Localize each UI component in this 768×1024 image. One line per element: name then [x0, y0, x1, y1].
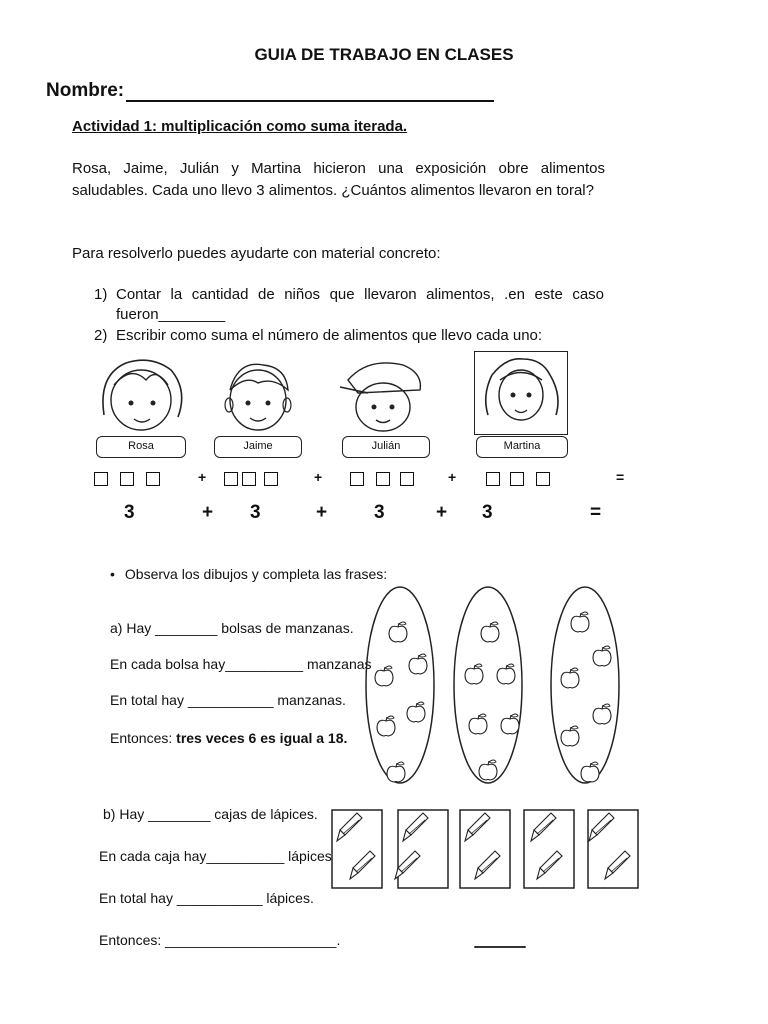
answer-box[interactable]: [94, 472, 108, 486]
bag-outline: [454, 587, 522, 783]
step-2: [94, 326, 604, 346]
answer-box[interactable]: [536, 472, 550, 486]
plus-sign: +: [436, 502, 448, 523]
equals-sign: =: [590, 502, 602, 523]
plus-sign: +: [316, 502, 328, 523]
pencil-icon: [531, 813, 556, 841]
child-face-icon: [338, 355, 428, 435]
apple-icon: [561, 668, 579, 688]
child-face-icon: [218, 355, 298, 435]
step-2-number: 2): [94, 327, 108, 344]
apple-icon: [571, 612, 589, 632]
name-tag-martina: Martina: [476, 436, 568, 458]
name-tag-jaime: Jaime: [214, 436, 302, 458]
child-face-icon: [96, 355, 186, 435]
pencil-icon: [475, 851, 500, 879]
section-a-conclusion-prefix: Entonces:: [110, 730, 177, 746]
plus-sign: +: [202, 502, 214, 523]
apple-icon: [389, 622, 407, 642]
pencil-icon: [403, 813, 428, 841]
apple-icon: [479, 760, 497, 780]
answer-box[interactable]: [510, 472, 524, 486]
apple-icon: [581, 762, 599, 782]
activity-title: Actividad 1: multiplicación como suma iterada.: [72, 118, 408, 135]
apple-icon: [377, 716, 395, 736]
answer-box[interactable]: [146, 472, 160, 486]
box-outline: [588, 810, 638, 888]
sum-row: [0, 502, 768, 528]
stray-mark: [474, 946, 526, 948]
apple-bags-illustration: [360, 585, 620, 785]
answer-box[interactable]: [242, 472, 256, 486]
apple-icon: [409, 654, 427, 674]
sum-value: 3: [250, 502, 261, 523]
pencil-icon: [350, 851, 375, 879]
sum-value: 3: [124, 502, 135, 523]
answer-box[interactable]: [120, 472, 134, 486]
apple-icon: [481, 622, 499, 642]
equals-sign: =: [616, 469, 625, 485]
section-b-line-2: En cada caja hay__________ lápices: [99, 848, 332, 864]
name-field[interactable]: [46, 80, 494, 102]
apple-icon: [465, 664, 483, 684]
answer-box[interactable]: [486, 472, 500, 486]
step-2-text: Escribir como suma el número de alimentos que llevo cada uno:: [116, 327, 543, 344]
apple-icon: [561, 726, 579, 746]
answer-box[interactable]: [376, 472, 390, 486]
name-blank-line[interactable]: [126, 82, 494, 102]
answer-box[interactable]: [264, 472, 278, 486]
apple-icon: [375, 666, 393, 686]
plus-sign: +: [448, 469, 457, 485]
answer-box-row: [0, 469, 768, 488]
apple-icon: [593, 704, 611, 724]
help-text: Para resolverlo puedes ayudarte con material concreto:: [72, 245, 441, 262]
answer-box[interactable]: [224, 472, 238, 486]
worksheet-title: GUIA DE TRABAJO EN CLASES: [254, 45, 514, 64]
section-a-line-2: En cada bolsa hay__________ manzanas: [110, 656, 372, 672]
answer-box[interactable]: [400, 472, 414, 486]
bullet-text: Observa los dibujos y completa las frases:: [124, 566, 388, 582]
section-a-line-1: a) Hay ________ bolsas de manzanas.: [110, 620, 354, 636]
apple-icon: [501, 714, 519, 734]
plus-sign: +: [198, 469, 207, 485]
step-1: [94, 285, 604, 325]
step-1-text: Contar la cantidad de niños que llevaron alimentos, .en este caso fueron________: [116, 286, 604, 323]
pencil-boxes-illustration: [330, 808, 650, 893]
pencil-icon: [589, 813, 614, 841]
pencil-icon: [605, 851, 630, 879]
name-tag-rosa: Rosa: [96, 436, 186, 458]
step-1-number: 1): [94, 286, 108, 303]
answer-box[interactable]: [350, 472, 364, 486]
sum-value: 3: [374, 502, 385, 523]
pencil-icon: [337, 813, 362, 841]
name-tag-julian: Julián: [342, 436, 430, 458]
plus-sign: +: [314, 469, 323, 485]
apple-icon: [407, 702, 425, 722]
instruction-bullet: [110, 566, 387, 582]
pencil-icon: [537, 851, 562, 879]
apple-icon: [497, 664, 515, 684]
child-face-icon: [478, 355, 564, 431]
problem-text: Rosa, Jaime, Julián y Martina hicieron una exposición obre alimentos saludables. Cada uno llevo 3 alimentos. ¿Cuántos alimentos llevaron en toral?: [72, 160, 605, 199]
apple-icon: [469, 714, 487, 734]
section-b-line-3: En total hay ___________ lápices.: [99, 890, 314, 906]
bullet-icon: •: [110, 566, 115, 582]
bag-outline: [366, 587, 434, 783]
apple-icon: [387, 762, 405, 782]
section-b-line-1: b) Hay ________ cajas de lápices.: [103, 806, 318, 822]
sum-value: 3: [482, 502, 493, 523]
section-a-conclusion: tres veces 6 es igual a 18.: [176, 730, 348, 746]
name-label: Nombre:: [46, 80, 125, 101]
section-a-line-3: En total hay ___________ manzanas.: [110, 692, 346, 708]
section-a-line-4: [110, 730, 347, 746]
pencil-icon: [465, 813, 490, 841]
section-b-line-4: Entonces: ______________________.: [99, 932, 341, 948]
apple-icon: [593, 646, 611, 666]
